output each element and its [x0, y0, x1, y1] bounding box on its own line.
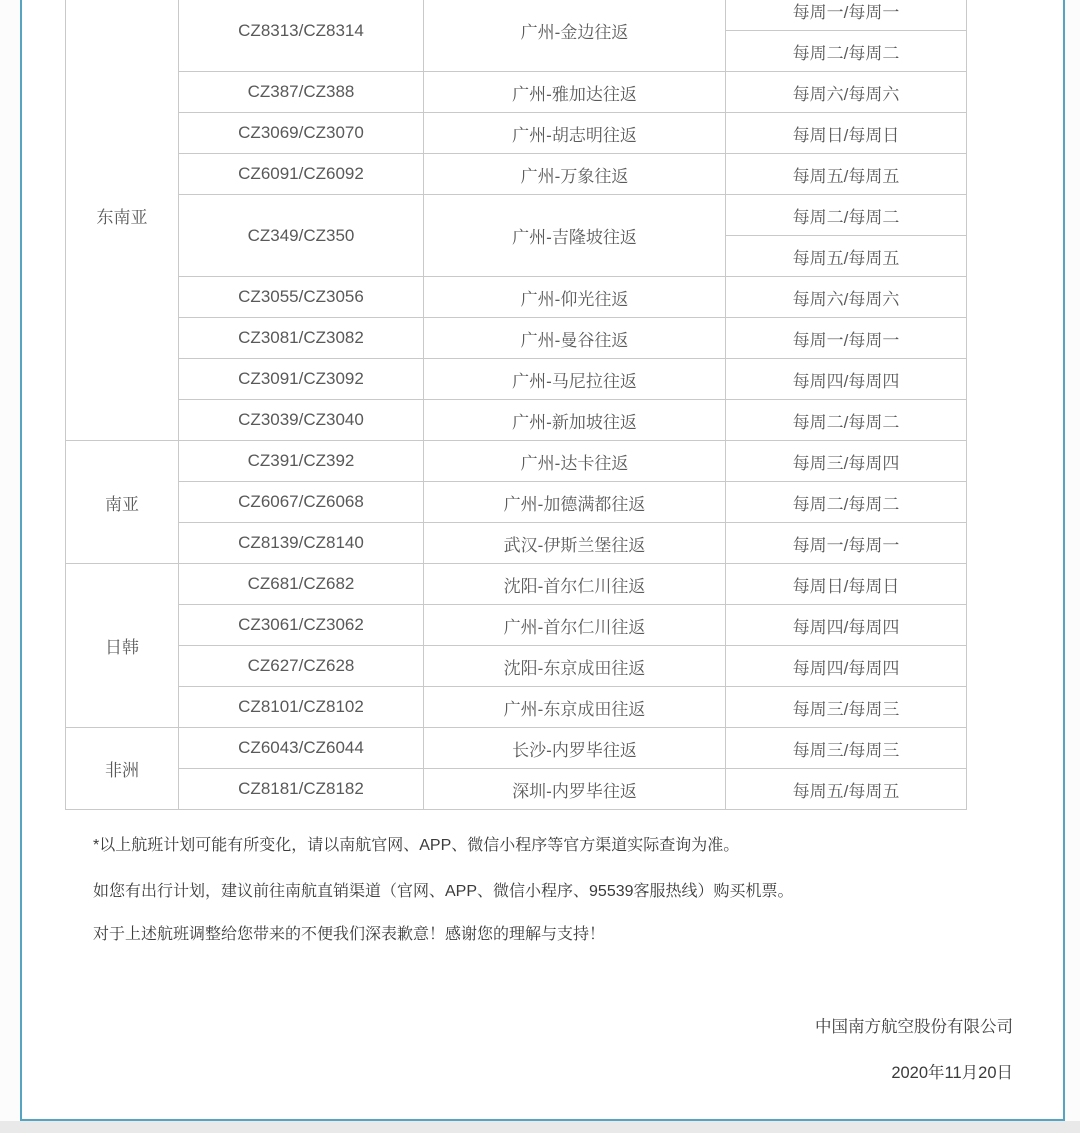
route-cell: 广州-胡志明往返 — [424, 113, 726, 154]
frequency-cell: 每周一/每周一 — [726, 523, 967, 564]
route-cell: 沈阳-东京成田往返 — [424, 646, 726, 687]
table-row — [66, 359, 967, 400]
frequency-cell: 每周五/每周五 — [726, 236, 967, 277]
table-row — [66, 769, 967, 810]
route-cell: 广州-金边往返 — [424, 0, 726, 72]
route-cell: 武汉-伊斯兰堡往返 — [424, 523, 726, 564]
route-cell: 广州-马尼拉往返 — [424, 359, 726, 400]
table-row — [66, 605, 967, 646]
flight-number-cell: CZ6043/CZ6044 — [179, 728, 424, 769]
flight-schedule-body — [66, 0, 967, 810]
page-bottom-strip — [0, 1121, 1080, 1133]
table-row — [66, 728, 967, 769]
frequency-cell: 每周五/每周五 — [726, 769, 967, 810]
flight-number-cell: CZ8101/CZ8102 — [179, 687, 424, 728]
flight-number-cell: CZ3081/CZ3082 — [179, 318, 424, 359]
frequency-cell: 每周六/每周六 — [726, 277, 967, 318]
note-apology: 对于上述航班调整给您带来的不便我们深表歉意！感谢您的理解与支持！ — [93, 926, 606, 943]
flight-number-cell: CZ6091/CZ6092 — [179, 154, 424, 195]
frequency-cell: 每周日/每周日 — [726, 564, 967, 605]
flight-number-cell: CZ3091/CZ3092 — [179, 359, 424, 400]
route-cell: 广州-东京成田往返 — [424, 687, 726, 728]
table-row — [66, 523, 967, 564]
frequency-cell: 每周四/每周四 — [726, 359, 967, 400]
flight-number-cell: CZ349/CZ350 — [179, 195, 424, 277]
table-row — [66, 646, 967, 687]
route-cell: 深圳-内罗毕往返 — [424, 769, 726, 810]
route-cell: 广州-曼谷往返 — [424, 318, 726, 359]
frequency-cell: 每周一/每周一 — [726, 318, 967, 359]
table-row — [66, 482, 967, 523]
route-cell: 广州-雅加达往返 — [424, 72, 726, 113]
frequency-cell: 每周三/每周四 — [726, 441, 967, 482]
frequency-cell: 每周二/每周二 — [726, 195, 967, 236]
flight-number-cell: CZ8313/CZ8314 — [179, 0, 424, 72]
flight-number-cell: CZ8139/CZ8140 — [179, 523, 424, 564]
route-cell: 广州-首尔仁川往返 — [424, 605, 726, 646]
flight-number-cell: CZ3069/CZ3070 — [179, 113, 424, 154]
route-cell: 广州-新加坡往返 — [424, 400, 726, 441]
route-cell: 广州-仰光往返 — [424, 277, 726, 318]
table-row — [66, 0, 967, 31]
table-row — [66, 113, 967, 154]
notes-section — [93, 836, 993, 971]
table-row — [66, 400, 967, 441]
route-cell: 广州-达卡往返 — [424, 441, 726, 482]
flight-number-cell: CZ681/CZ682 — [179, 564, 424, 605]
flight-number-cell: CZ8181/CZ8182 — [179, 769, 424, 810]
flight-number-cell: CZ387/CZ388 — [179, 72, 424, 113]
flight-number-cell: CZ627/CZ628 — [179, 646, 424, 687]
route-cell: 长沙-内罗毕往返 — [424, 728, 726, 769]
note-purchase-advice: 如您有出行计划，建议前往南航直销渠道（官网、APP、微信小程序、95539客服热线）购买机票。 — [93, 883, 794, 900]
frequency-cell: 每周一/每周一 — [726, 0, 967, 31]
region-cell: 非洲 — [66, 728, 179, 810]
notice-date: 2020年11月20日 — [891, 1064, 1013, 1082]
route-cell: 广州-加德满都往返 — [424, 482, 726, 523]
table-row — [66, 195, 967, 236]
table-row — [66, 277, 967, 318]
frequency-cell: 每周二/每周二 — [726, 482, 967, 523]
table-row — [66, 441, 967, 482]
flight-number-cell: CZ3039/CZ3040 — [179, 400, 424, 441]
company-name: 中国南方航空股份有限公司 — [815, 1018, 1013, 1036]
table-row — [66, 72, 967, 113]
flight-number-cell: CZ6067/CZ6068 — [179, 482, 424, 523]
frequency-cell: 每周三/每周三 — [726, 728, 967, 769]
signature-block — [815, 1018, 1013, 1110]
note-disclaimer: *以上航班计划可能有所变化，请以南航官网、APP、微信小程序等官方渠道实际查询为准。 — [93, 837, 740, 854]
table-row — [66, 154, 967, 195]
flight-schedule-table — [65, 0, 967, 810]
table-row — [66, 564, 967, 605]
route-cell: 沈阳-首尔仁川往返 — [424, 564, 726, 605]
region-cell: 日韩 — [66, 564, 179, 728]
route-cell: 广州-吉隆坡往返 — [424, 195, 726, 277]
table-row — [66, 318, 967, 359]
flight-number-cell: CZ3061/CZ3062 — [179, 605, 424, 646]
frequency-cell: 每周四/每周四 — [726, 605, 967, 646]
flight-number-cell: CZ391/CZ392 — [179, 441, 424, 482]
frequency-cell: 每周五/每周五 — [726, 154, 967, 195]
frequency-cell: 每周日/每周日 — [726, 113, 967, 154]
region-cell: 南亚 — [66, 441, 179, 564]
table-row — [66, 687, 967, 728]
frequency-cell: 每周三/每周三 — [726, 687, 967, 728]
frequency-cell: 每周四/每周四 — [726, 646, 967, 687]
frequency-cell: 每周二/每周二 — [726, 400, 967, 441]
frequency-cell: 每周二/每周二 — [726, 31, 967, 72]
flight-number-cell: CZ3055/CZ3056 — [179, 277, 424, 318]
region-cell: 东南亚 — [66, 0, 179, 441]
frequency-cell: 每周六/每周六 — [726, 72, 967, 113]
route-cell: 广州-万象往返 — [424, 154, 726, 195]
